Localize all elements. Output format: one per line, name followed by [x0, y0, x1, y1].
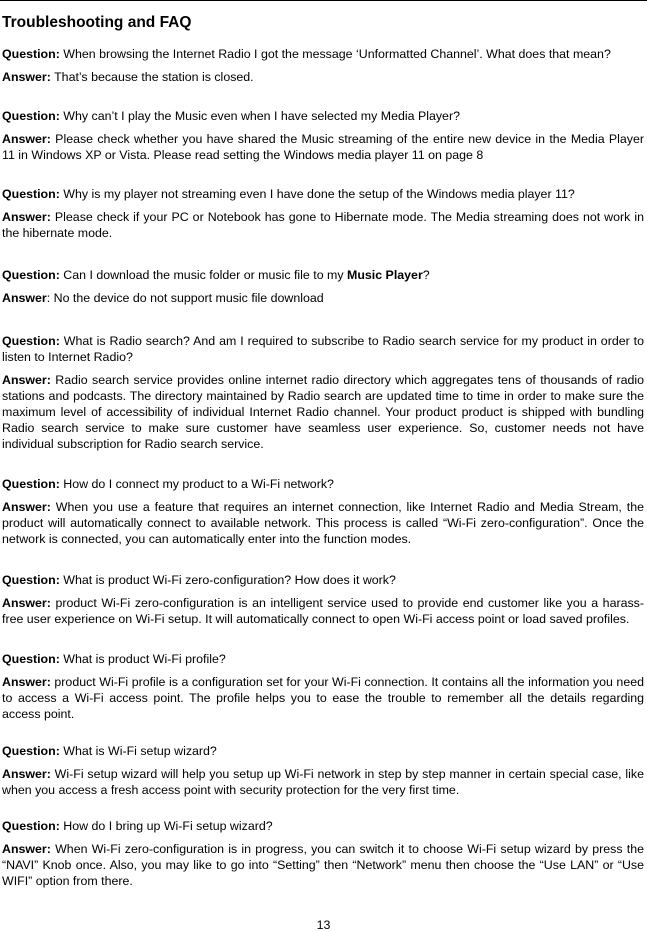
- answer-label: Answer:: [2, 596, 51, 610]
- answer-text: That’s because the station is closed.: [50, 70, 254, 84]
- answer-label: Answer:: [2, 675, 51, 689]
- question-label: Question:: [2, 744, 60, 758]
- question-label: Question:: [2, 334, 60, 348]
- question-label: Question:: [2, 187, 60, 201]
- question: [2, 476, 644, 492]
- faq-item: [2, 818, 644, 889]
- faq-item: [2, 108, 644, 163]
- answer: [2, 595, 644, 627]
- faq-item: [2, 651, 644, 722]
- top-rule: [0, 0, 647, 1]
- answer: [2, 499, 644, 547]
- question: [2, 186, 644, 202]
- faq-item: [2, 46, 644, 85]
- question-text: What is Wi-Fi setup wizard?: [59, 744, 217, 758]
- question-text: Can I download the music folder or music file to my: [59, 268, 347, 282]
- answer-label: Answer:: [2, 70, 51, 84]
- question-label: Question:: [2, 652, 60, 666]
- answer: [2, 841, 644, 889]
- answer-text: Radio search service provides online internet radio directory which aggregates tens of thousands of radio stations and podcasts. The directory maintained by Radio search are updated time to time in order to make sure the maximum level of accessibility of individual Internet Radio channel. Your product product is shipped with bundling Radio search service to make sure customer have seamless user experience. So, customer needs not have individual subscription for Radio search service.: [2, 373, 644, 451]
- question-label: Question:: [2, 268, 60, 282]
- answer-text: Please check if your PC or Notebook has gone to Hibernate mode. The Media streaming does not work in the hibernate mode.: [2, 210, 644, 240]
- answer-label: Answer: [2, 291, 47, 305]
- answer-text: Wi-Fi setup wizard will help you setup up Wi-Fi network in step by step manner in certain special case, like when you access a fresh access point with security protection for the very first time.: [2, 767, 644, 797]
- faq-item: [2, 186, 644, 241]
- question-text: How do I bring up Wi-Fi setup wizard?: [59, 819, 273, 833]
- answer: [2, 131, 644, 163]
- question-text: What is product Wi-Fi zero-configuration? How does it work?: [59, 573, 396, 587]
- question: [2, 108, 644, 124]
- question-text: Why can’t I play the Music even when I have selected my Media Player?: [59, 109, 460, 123]
- question-text: What is Radio search? And am I required to subscribe to Radio search service for my product in order to listen to Internet Radio?: [2, 334, 644, 364]
- answer: [2, 372, 644, 452]
- question-label: Question:: [2, 109, 60, 123]
- question: [2, 267, 644, 283]
- faq-item: [2, 476, 644, 547]
- answer-text: product Wi-Fi profile is a configuration set for your Wi-Fi connection. It contains all the information you need to access a Wi-Fi access point. The profile helps you to ease the trouble to remember all the details regarding access point.: [2, 675, 644, 721]
- answer-text: : No the device do not support music file download: [46, 291, 324, 305]
- answer-label: Answer:: [2, 767, 51, 781]
- question-label: Question:: [2, 819, 60, 833]
- answer: [2, 209, 644, 241]
- page-title: Troubleshooting and FAQ: [2, 14, 192, 31]
- faq-item: [2, 333, 644, 452]
- question-text: How do I connect my product to a Wi-Fi network?: [59, 477, 334, 491]
- page-number: 13: [316, 918, 331, 932]
- question-text: When browsing the Internet Radio I got the message ‘Unformatted Channel’. What does that mean?: [59, 47, 611, 61]
- question-label: Question:: [2, 47, 60, 61]
- answer-label: Answer:: [2, 373, 51, 387]
- question-end: ?: [422, 268, 430, 282]
- question-label: Question:: [2, 573, 60, 587]
- answer-label: Answer:: [2, 500, 51, 514]
- answer-label: Answer:: [2, 210, 51, 224]
- question-text: Why is my player not streaming even I have done the setup of the Windows media player 11?: [59, 187, 575, 201]
- question-label: Question:: [2, 477, 60, 491]
- question: [2, 333, 644, 365]
- question: [2, 572, 644, 588]
- answer-label: Answer:: [2, 842, 51, 856]
- question: [2, 46, 644, 62]
- faq-item: [2, 743, 644, 798]
- answer: [2, 290, 644, 306]
- question-text: What is product Wi-Fi profile?: [59, 652, 226, 666]
- question: [2, 818, 644, 834]
- question: [2, 651, 644, 667]
- answer: [2, 69, 644, 85]
- faq-item: [2, 572, 644, 627]
- question: [2, 743, 644, 759]
- answer-text: When Wi-Fi zero-configuration is in progress, you can switch it to choose Wi-Fi setup wizard by press the “NAVI” Knob once. Also, you may like to go into “Setting” then “Network” menu then choose the “Use LAN” or “Use WIFI” option from there.: [2, 842, 644, 888]
- answer: [2, 674, 644, 722]
- answer-text: product Wi-Fi zero-configuration is an intelligent service used to provide end customer like you a harass-free user experience on Wi-Fi setup. It will automatically connect to open Wi-Fi access point or load saved profiles.: [2, 596, 644, 626]
- answer-text: When you use a feature that requires an internet connection, like Internet Radio and Media Stream, the product will automatically connect to available network. This process is called “Wi-Fi zero-configuration”. Once the network is connected, you can automatically enter into the function modes.: [2, 500, 644, 546]
- answer-label: Answer:: [2, 132, 51, 146]
- faq-item: [2, 267, 644, 306]
- answer-text: Please check whether you have shared the Music streaming of the entire new device in the Media Player 11 in Windows XP or Vista. Please read setting the Windows media player 11 on page 8: [2, 132, 644, 162]
- music-player-emphasis: Music Player: [347, 268, 423, 282]
- answer: [2, 766, 644, 798]
